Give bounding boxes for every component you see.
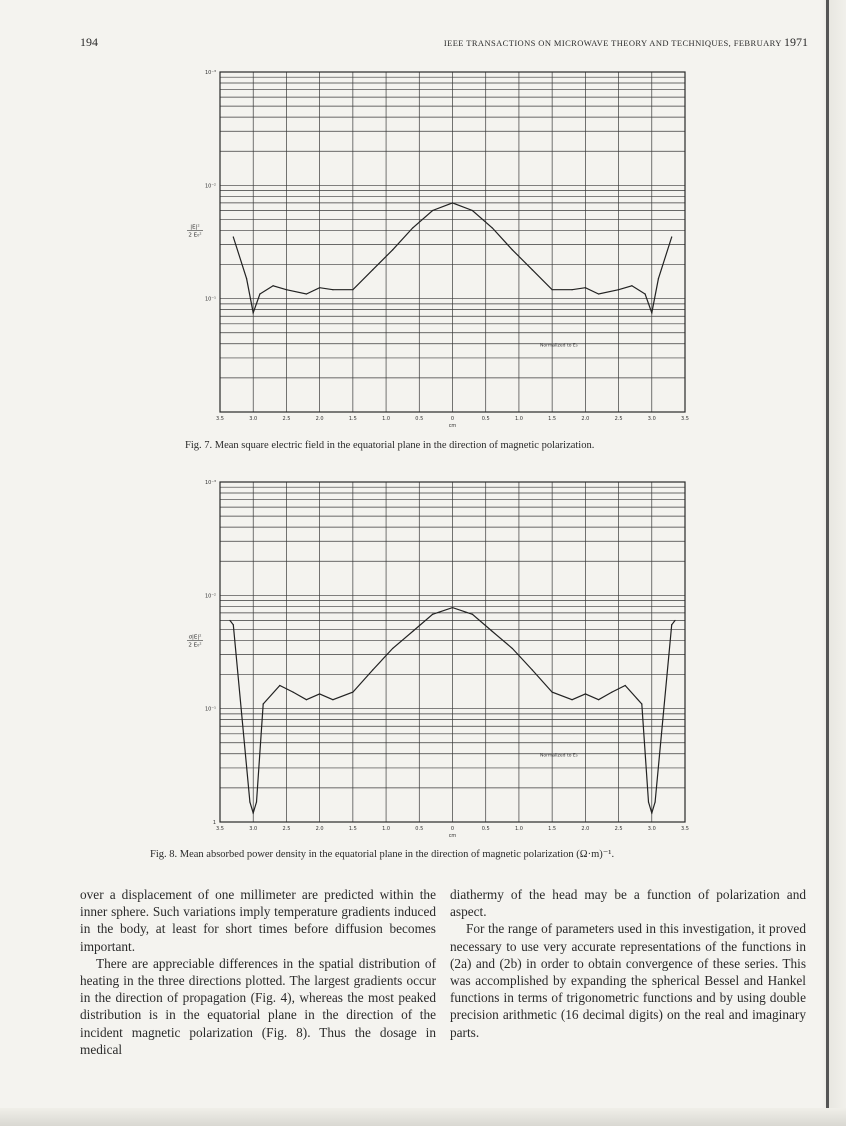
data-point xyxy=(571,699,572,700)
data-point xyxy=(229,620,230,621)
data-point xyxy=(233,236,234,237)
x-tick-label: 0.5 xyxy=(415,826,424,832)
data-point xyxy=(552,289,553,290)
x-tick-label: 3.5 xyxy=(216,826,224,832)
data-point xyxy=(492,227,493,228)
x-tick-label: 2.0 xyxy=(581,826,590,832)
data-point xyxy=(648,801,649,802)
data-point xyxy=(598,699,599,700)
x-tick-label: 2.0 xyxy=(581,416,590,422)
data-point xyxy=(611,692,612,693)
normalization-note: Normalized to E₀ xyxy=(540,343,578,349)
x-tick-label: 3.0 xyxy=(647,826,656,832)
data-point xyxy=(273,285,274,286)
data-point xyxy=(292,692,293,693)
x-tick-label: 1.5 xyxy=(548,416,557,422)
data-point xyxy=(249,801,250,802)
figure-7-chart xyxy=(180,60,700,430)
data-point xyxy=(306,699,307,700)
data-point xyxy=(246,278,247,279)
x-tick-label: 0 xyxy=(450,826,455,832)
data-point xyxy=(492,631,493,632)
figure-8-chart xyxy=(180,470,700,840)
journal-name: IEEE TRANSACTIONS ON MICROWAVE THEORY AND TECHNIQUES, FEBRUARY xyxy=(443,38,782,48)
figure-8-caption: Fig. 8. Mean absorbed power density in the equatorial plane in the direction of magnetic polarization (Ω·m)⁻¹. xyxy=(150,849,615,860)
data-point xyxy=(412,631,413,632)
y-tick-label: 10⁻² xyxy=(204,593,216,600)
data-point xyxy=(651,312,652,313)
y-axis-label-denominator: 2 E₀² xyxy=(188,232,202,239)
running-header xyxy=(80,35,808,51)
figure-7-caption: Fig. 7. Mean square electric field in the equatorial plane in the direction of magnetic polarization. xyxy=(185,440,595,451)
data-point xyxy=(319,693,320,694)
x-tick-label: 1.5 xyxy=(548,826,557,832)
x-tick-label: 3.0 xyxy=(249,826,258,832)
x-tick-label: 1.5 xyxy=(348,826,357,832)
data-point xyxy=(263,703,264,704)
paragraph: For the range of parameters used in this investigation, it proved necessary to use very accurate representations of the functions in (2a) and (2b) in order to obtain convergence of these series. This was accomplished by expanding the spherical Bessel and Hankel functions in terms of trigonometric functions and by using double precision arithmetic (16 decimal digits) on the real and imaginary parts. xyxy=(450,921,806,1040)
x-tick-label: 0 xyxy=(450,416,455,422)
data-point xyxy=(412,227,413,228)
data-point xyxy=(674,620,675,621)
data-point xyxy=(253,812,254,813)
data-point xyxy=(552,692,553,693)
data-point xyxy=(432,210,433,211)
data-point xyxy=(641,703,642,704)
y-axis-label-numerator: σ|E|² xyxy=(188,634,202,641)
body-column-right xyxy=(450,886,806,1041)
page-edge-line xyxy=(826,0,829,1110)
y-tick-label: 10⁻¹ xyxy=(204,706,216,713)
data-point xyxy=(452,607,453,608)
data-point xyxy=(392,648,393,649)
data-point xyxy=(253,312,254,313)
x-tick-label: 1.0 xyxy=(382,416,391,422)
x-axis-label: cm xyxy=(448,833,457,839)
data-point xyxy=(671,236,672,237)
data-point xyxy=(655,801,656,802)
x-tick-label: 3.5 xyxy=(216,416,224,422)
data-point xyxy=(571,289,572,290)
normalization-note: Normalized to E₀ xyxy=(540,753,578,759)
data-point xyxy=(512,249,513,250)
x-tick-label: 2.5 xyxy=(614,416,623,422)
y-tick-label: 10⁻³ xyxy=(204,480,216,486)
data-point xyxy=(585,287,586,288)
x-axis-label: cm xyxy=(448,423,457,429)
data-point xyxy=(332,699,333,700)
data-point xyxy=(319,287,320,288)
x-tick-label: 1.0 xyxy=(382,826,391,832)
data-point xyxy=(472,614,473,615)
data-point xyxy=(651,812,652,813)
x-tick-label: 3.5 xyxy=(681,826,689,832)
figure-7 xyxy=(180,60,700,430)
x-tick-label: 2.5 xyxy=(614,826,623,832)
data-point xyxy=(352,692,353,693)
x-tick-label: 0.5 xyxy=(481,416,490,422)
paragraph: diathermy of the head may be a function of polarization and aspect. xyxy=(450,887,806,920)
x-tick-label: 0.5 xyxy=(481,826,490,832)
data-point xyxy=(306,293,307,294)
y-tick-label: 10⁻³ xyxy=(204,70,216,76)
data-point xyxy=(256,801,257,802)
page-number: 194 xyxy=(80,35,98,49)
x-tick-label: 0.5 xyxy=(415,416,424,422)
data-point xyxy=(532,669,533,670)
data-point xyxy=(286,289,287,290)
data-point xyxy=(233,624,234,625)
data-point xyxy=(372,669,373,670)
x-tick-label: 3.5 xyxy=(681,416,689,422)
x-tick-label: 2.0 xyxy=(315,826,324,832)
x-tick-label: 2.5 xyxy=(282,416,291,422)
data-point xyxy=(645,293,646,294)
data-point xyxy=(532,269,533,270)
y-axis-label-denominator: 2 E₀² xyxy=(188,642,202,649)
journal-title xyxy=(444,35,808,50)
x-tick-label: 1.0 xyxy=(514,416,523,422)
paragraph: over a displacement of one millimeter are predicted within the inner sphere. Such variations imply temperature gradients induced in the body, at least for short times before diffusion becomes important. xyxy=(80,887,436,954)
y-tick-label: 1 xyxy=(212,820,216,826)
data-point xyxy=(259,293,260,294)
data-point xyxy=(332,289,333,290)
page-bottom-shadow xyxy=(0,1108,846,1126)
x-tick-label: 2.0 xyxy=(315,416,324,422)
data-point xyxy=(372,269,373,270)
data-point xyxy=(625,685,626,686)
data-point xyxy=(392,249,393,250)
data-point xyxy=(658,278,659,279)
y-axis-label-numerator: |E|² xyxy=(190,224,200,231)
x-tick-label: 2.5 xyxy=(282,826,291,832)
data-point xyxy=(452,202,453,203)
data-point xyxy=(585,693,586,694)
paragraph: There are appreciable differences in the spatial distribution of heating in the three directions plotted. The largest gradients occur in the direction of propagation (Fig. 4), whereas the most peaked distribution is in the equatorial plane in the direction of the incident magnetic polarization (Fig. 8). Thus the dosage in medical xyxy=(80,955,436,1057)
data-point xyxy=(618,289,619,290)
x-tick-label: 1.0 xyxy=(514,826,523,832)
data-point xyxy=(598,293,599,294)
data-point xyxy=(512,648,513,649)
data-point xyxy=(472,210,473,211)
chart-grid xyxy=(220,482,685,822)
chart-grid xyxy=(220,72,685,412)
y-tick-label: 10⁻¹ xyxy=(204,296,216,303)
journal-year: 1971 xyxy=(784,35,808,49)
body-column-left xyxy=(80,886,436,1058)
x-tick-label: 3.0 xyxy=(249,416,258,422)
figure-8 xyxy=(180,470,700,840)
data-point xyxy=(432,614,433,615)
data-point xyxy=(671,624,672,625)
x-tick-label: 3.0 xyxy=(647,416,656,422)
y-tick-label: 10⁻² xyxy=(204,183,216,190)
data-point xyxy=(279,685,280,686)
data-point xyxy=(631,285,632,286)
data-point xyxy=(352,289,353,290)
x-tick-label: 1.5 xyxy=(348,416,357,422)
